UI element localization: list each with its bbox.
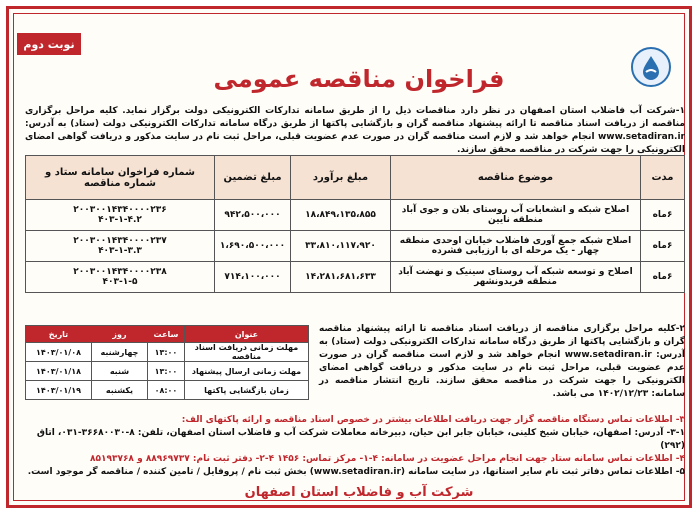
col-title: عنوان [185, 326, 309, 343]
schedule-day: چهارشنبه [92, 343, 148, 362]
table-row [26, 362, 309, 381]
page-title: فراخوان مناقصه عمومی [213, 65, 505, 93]
row-guarantee: ۹۴۲،۵۰۰،۰۰۰ [215, 200, 291, 231]
contact-info [25, 414, 685, 479]
schedule-time: ۱۳:۰۰ [147, 362, 184, 381]
schedule-date: ۱۴۰۳/۰۱/۱۹ [26, 381, 92, 400]
schedule-title: مهلت زمانی ارسال پیشنهاد [185, 362, 309, 381]
schedule-time: ۱۳:۰۰ [147, 343, 184, 362]
row-subject: اصلاح شبکه جمع آوری فاضلاب خیابان اوحدی منطقه چهار - یک مرحله ای با ارزیابی فشرده [391, 231, 641, 262]
tender-table [25, 155, 685, 293]
col-date: تاریخ [26, 326, 92, 343]
table-row [26, 231, 685, 262]
table-row [26, 343, 309, 362]
schedule-date: ۱۴۰۳/۰۱/۰۸ [26, 343, 92, 362]
section-2-paragraph: ۲-کلیه مراحل برگزاری مناقصه از دریافت اسناد مناقصه تا ارائه پیشنهاد مناقصه گران و بازگشایی پاکتها از طریق درگاه سامانه تدارکات الکترونیکی دولت (ستاد) به آدرس: www.setadiran.ir انجام خواهد شد و لازم است مناقصه گران در صورت عدم عضویت قبلی، مراحل ثبت نام در سایت مذکور و دریافت گواهی امضای الکترونیکی را جهت شرکت در مناقصه محقق سازند. تاریخ انتشار مناقصه در سامانه: ۱۴۰۲/۱۲/۲۳ می باشد. [319, 324, 685, 399]
table-row [26, 200, 685, 231]
schedule-date: ۱۴۰۳/۰۱/۱۸ [26, 362, 92, 381]
contact-line-5: ۵- اطلاعات تماس دفاتر ثبت نام سایر استانها، در سایت سامانه (www.setadiran.ir) بخش ثبت نام / پروفایل / تامین کننده / مناقصه گر موجود است. [27, 467, 685, 477]
row-subject: اصلاح و توسعه شبکه آب روستای سینیک و نهضت آباد منطقه فریدونشهر [391, 262, 641, 293]
row-estimate: ۱۴،۲۸۱،۶۸۱،۶۳۳ [291, 262, 391, 293]
row-guarantee: ۷۱۴،۱۰۰،۰۰۰ [215, 262, 291, 293]
row-guarantee: ۱،۶۹۰،۵۰۰،۰۰۰ [215, 231, 291, 262]
schedule-table [25, 325, 309, 400]
contact-line-3: ۳- اطلاعات تماس دستگاه مناقصه گزار جهت دریافت اطلاعات بیشتر در خصوص اسناد مناقصه و ارائه پاکتهای الف: [181, 415, 685, 425]
intro-paragraph: ۱-شرکت آب فاضلاب استان اصفهان در نظر دارد مناقصات ذیل را از طریق سامانه تدارکات الکترونیکی دولت برگزار نماید. کلیه مراحل برگزاری مناقصه از دریافت اسناد مناقصه تا ارائه پیشنهاد مناقصه گران و بازگشایی پاکتها از طریق درگاه سامانه تدارکات الکترونیکی دولت (ستاد) به آدرس: www.setadiran.ir انجام خواهد شد و لازم است مناقصه گران در صورت عدم عضویت قبلی، مراحل ثبت نام در سایت مذکور و دریافت گواهی امضای الکترونیکی را جهت شرکت در مناقصه محقق سازند. [25, 106, 685, 155]
schedule-day: شنبه [92, 362, 148, 381]
company-name: شرکت آب و فاضلاب استان اصفهان [244, 485, 474, 500]
col-number: شماره فراخوان سامانه ستاد و شماره مناقصه [26, 156, 215, 200]
row-number: ۲۰۰۳۰۰۱۴۳۴۰۰۰۰۲۳۶ ۴۰۳-۱-۴.۲ [26, 200, 215, 231]
schedule-day: یکشنبه [92, 381, 148, 400]
company-logo-icon [631, 47, 671, 87]
contact-line-3-1: ۳-۱- آدرس: اصفهان، خیابان شیخ کلینی، خیابان جابر ابن حیان، دبیرخانه معاملات شرکت آب و فاضلاب استان اصفهان، تلفن: ۸-۳۶۶۸۰۰۳۰-۰۳۱، اتاق (۲۹۲) [36, 428, 685, 451]
row-duration: ۶ماه [641, 231, 685, 262]
row-estimate: ۱۸،۸۴۹،۱۳۵،۸۵۵ [291, 200, 391, 231]
col-subject: موضوع مناقصه [391, 156, 641, 200]
table-row [26, 381, 309, 400]
col-duration: مدت [641, 156, 685, 200]
schedule-title: زمان بازگشایی پاکتها [185, 381, 309, 400]
schedule-time: ۰۸:۰۰ [147, 381, 184, 400]
schedule-title: مهلت زمانی دریافت اسناد مناقصه [185, 343, 309, 362]
row-subject: اصلاح شبکه و انشعابات آب روستای بلان و جوی آباد منطقه نایین [391, 200, 641, 231]
row-estimate: ۳۳،۸۱۰،۱۱۷،۹۲۰ [291, 231, 391, 262]
contact-line-4: ۴- اطلاعات تماس سامانه ستاد جهت انجام مراحل عضویت در سامانه: ۴-۱- مرکز تماس: ۱۴۵۶ ۴-۲- دفتر ثبت نام: ۸۸۹۶۹۷۳۷ و ۸۵۱۹۳۷۶۸ [89, 454, 685, 464]
notice-frame [6, 6, 692, 508]
row-duration: ۶ماه [641, 262, 685, 293]
table-row [26, 262, 685, 293]
row-number: ۲۰۰۳۰۰۱۴۳۴۰۰۰۰۲۳۷ ۴۰۳-۱-۳.۳ [26, 231, 215, 262]
row-number: ۲۰۰۳۰۰۱۴۳۴۰۰۰۰۲۳۸ ۴۰۳-۱-۵ [26, 262, 215, 293]
col-day: روز [92, 326, 148, 343]
row-duration: ۶ماه [641, 200, 685, 231]
col-guarantee: مبلغ تضمین [215, 156, 291, 200]
col-time: ساعت [147, 326, 184, 343]
round-badge: نوبت دوم [17, 33, 81, 55]
col-estimate: مبلغ برآورد [291, 156, 391, 200]
